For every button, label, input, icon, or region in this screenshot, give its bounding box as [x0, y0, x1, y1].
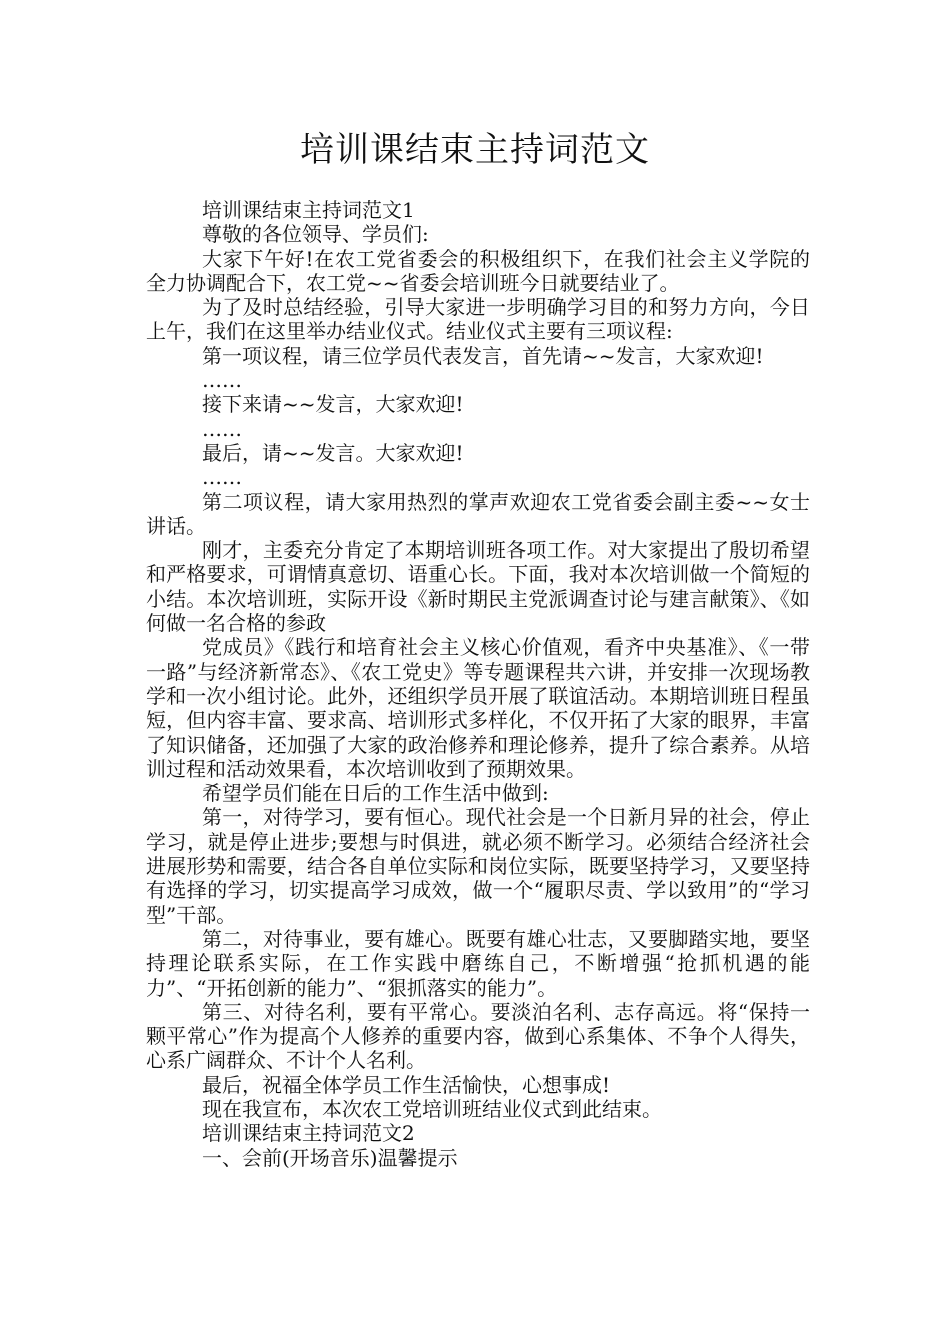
- ellipsis-line: ……: [202, 368, 242, 393]
- document-body: [146, 198, 810, 1170]
- paragraph: 接下来请~~发言，大家欢迎!: [202, 392, 464, 417]
- document-title: 培训课结束主持词范文: [300, 130, 650, 170]
- paragraph: 一、会前(开场音乐)温馨提示: [202, 1145, 458, 1170]
- paragraph: 第一项议程，请三位学员代表发言，首先请~~发言，大家欢迎!: [202, 343, 764, 368]
- paragraph: 最后，祝福全体学员工作生活愉快，心想事成!: [202, 1072, 611, 1097]
- section-heading: 培训课结束主持词范文2: [202, 1121, 415, 1146]
- paragraph: 希望学员们能在日后的工作生活中做到:: [202, 781, 549, 806]
- paragraph: 第二，对待事业，要有雄心。既要有雄心壮志，又要脚踏实地，要坚持理论联系实际，在工作实践中磨练自己，不断增强“抢抓机遇的能力”、“开拓创新的能力”、“狠抓落实的能力”。: [146, 926, 810, 1000]
- paragraph: 第二项议程，请大家用热烈的掌声欢迎农工党省委会副主委~~女士讲话。: [146, 489, 810, 538]
- paragraph: 最后，请~~发言。大家欢迎!: [202, 440, 464, 465]
- section-heading: 培训课结束主持词范文1: [202, 198, 415, 222]
- salutation: 尊敬的各位领导、学员们:: [202, 222, 429, 247]
- paragraph: 党成员》《践行和培育社会主义核心价值观，看齐中央基准》、《一带一路”与经济新常态》、《农工党史》等专题课程共六讲，并安排一次现场教学和一次小组讨论。此外，还组织学员开展了联谊活动。本期培训班日程虽短，但内容丰富、要求高、培训形式多样化，不仅开拓了大家的眼界，丰富了知识储备，还加强了大家的政治修养和理论修养，提升了综合素养。从培训过程和活动效果看，本次培训收到了预期效果。: [146, 635, 810, 781]
- paragraph: 第一，对待学习，要有恒心。现代社会是一个日新月异的社会，停止学习，就是停止进步;要想与时俱进，就必须不断学习。必须结合经济社会进展形势和需要，结合各自单位实际和岗位实际，既要坚持学习，又要坚持有选择的学习，切实提高学习成效，做一个“履职尽责、学以致用”的“学习型”干部。: [146, 805, 810, 927]
- paragraph: 现在我宣布，本次农工党培训班结业仪式到此结束。: [202, 1096, 662, 1121]
- ellipsis-line: ……: [202, 465, 242, 490]
- paragraph: 为了及时总结经验，引导大家进一步明确学习目的和努力方向，今日上午，我们在这里举办结业仪式。结业仪式主要有三项议程:: [146, 295, 810, 344]
- ellipsis-line: ……: [202, 416, 242, 441]
- paragraph: 刚才，主委充分肯定了本期培训班各项工作。对大家提出了殷切希望和严格要求，可谓情真意切、语重心长。下面，我对本次培训做一个简短的小结。本次培训班，实际开设《新时期民主党派调查讨论与建言献策》、《如何做一名合格的参政: [146, 538, 810, 636]
- paragraph: 第三、对待名利，要有平常心。要淡泊名利、志存高远。将“保持一颗平常心”作为提高个人修养的重要内容，做到心系集体、不争个人得失，心系广阔群众、不计个人名利。: [146, 999, 810, 1073]
- paragraph: 大家下午好!在农工党省委会的积极组织下，在我们社会主义学院的全力协调配合下，农工党~~省委会培训班今日就要结业了。: [146, 246, 810, 295]
